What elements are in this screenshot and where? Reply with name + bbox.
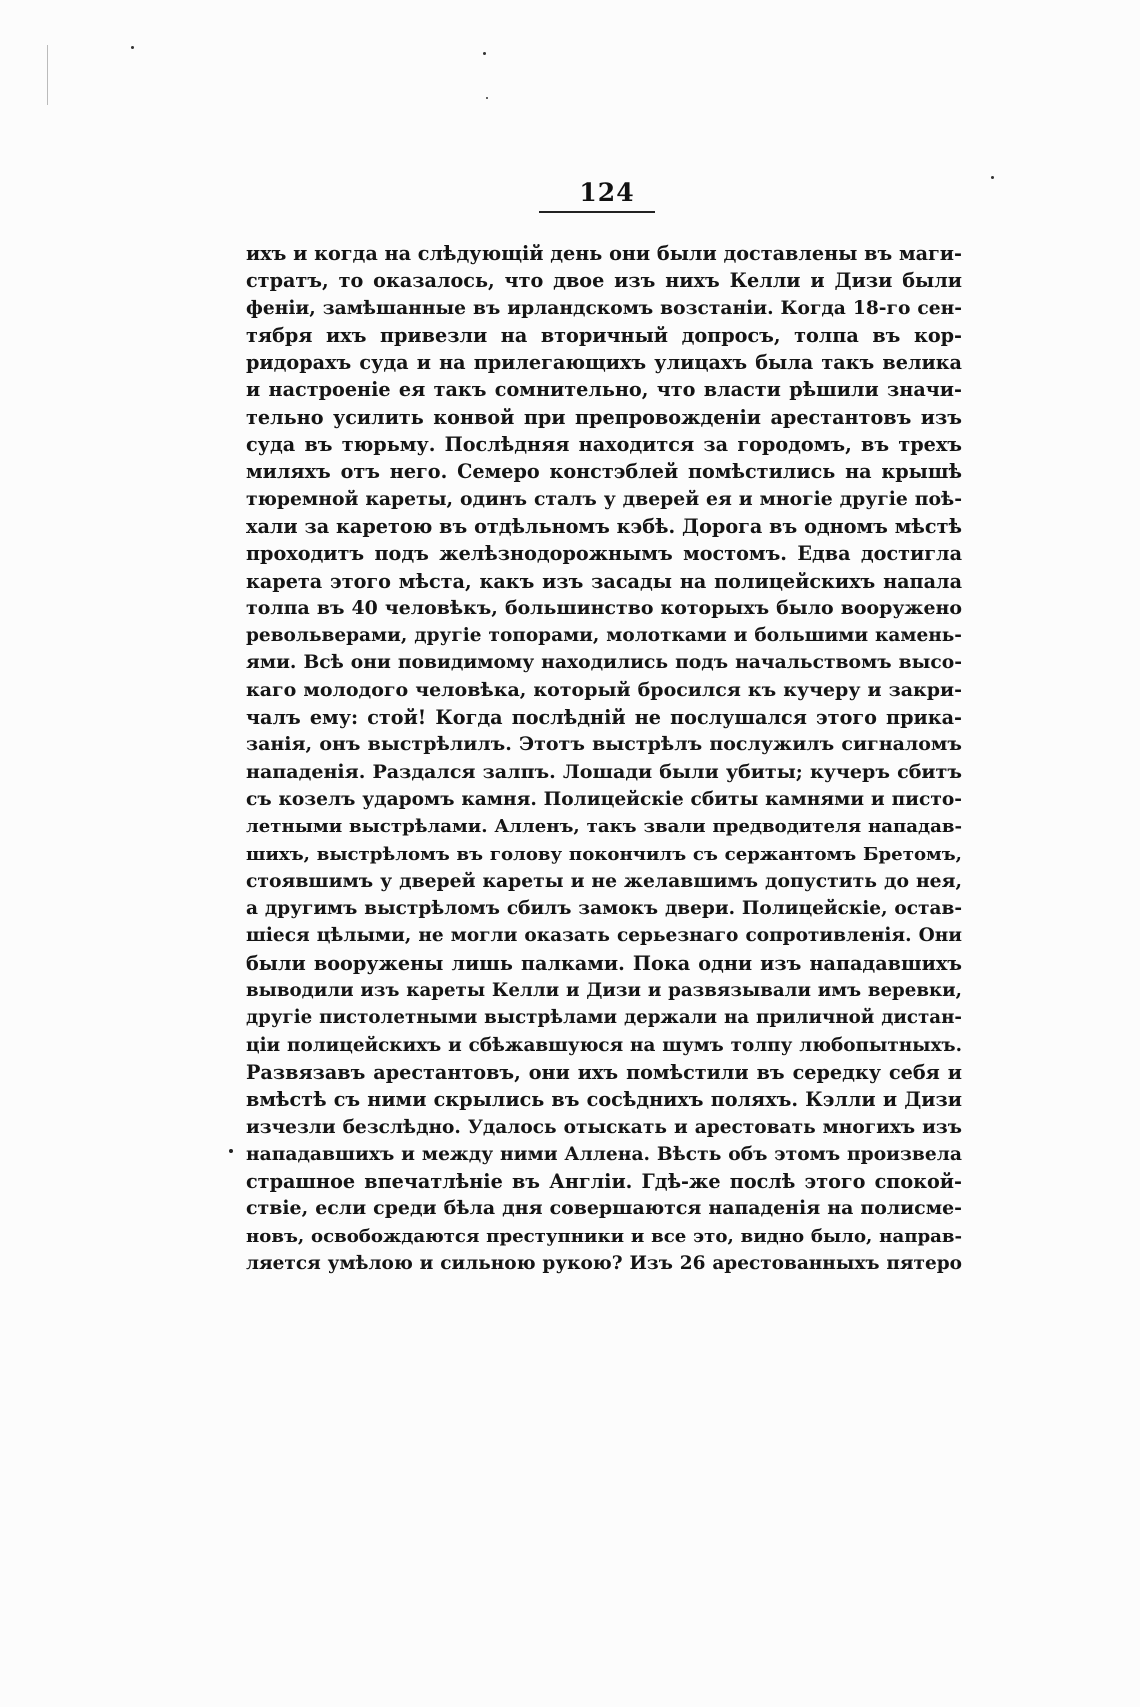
text-line: суда въ тюрьму. Послѣдняя находится за городомъ, въ трехъ	[246, 433, 962, 457]
text-line: Развязавъ арестантовъ, они ихъ помѣстили въ середку себя и	[246, 1060, 962, 1084]
scan-speck	[131, 46, 134, 49]
page-number: 124	[579, 178, 635, 207]
text-line: нападавшихъ и между ними Аллена. Вѣсть объ этомъ произвела	[246, 1142, 962, 1165]
text-line: чалъ ему: стой! Когда послѣдній не послушался этого прика-	[246, 706, 962, 730]
text-line: феніи, замѣшанные въ ирландскомъ возстаніи. Когда 18-го сен-	[246, 296, 962, 319]
text-line: каго молодого человѣка, который бросился къ кучеру и закри-	[246, 678, 962, 701]
text-line: шіеся цѣлыми, не могли оказать серьезнаго сопротивленія. Они	[246, 925, 962, 947]
text-line: ями. Всѣ они повидимому находились подъ начальствомъ высо-	[246, 651, 962, 674]
text-line: новъ, освобождаются преступники и все это, видно было, направ-	[246, 1225, 962, 1247]
text-line: страшное впечатлѣніе въ Англіи. Гдѣ-же послѣ этого спокой-	[246, 1170, 962, 1194]
text-line: ціи полицейскихъ и сбѣжавшуюся на шумъ толпу любопытныхъ.	[246, 1034, 962, 1056]
text-line: летными выстрѣлами. Алленъ, такъ звали предводителя нападав-	[246, 816, 962, 838]
margin-mark	[229, 1149, 233, 1153]
page-number-rule	[539, 211, 655, 213]
scan-speck	[47, 45, 48, 105]
text-line: стратъ, то оказалось, что двое изъ нихъ Келли и Дизи были	[246, 269, 962, 293]
text-line: ствіе, если среди бѣла дня совершаются нападенія на полисме-	[246, 1197, 962, 1220]
text-line: толпа въ 40 человѣкъ, большинство которыхъ было вооружено	[246, 596, 962, 619]
text-line: шихъ, выстрѣломъ въ голову покончилъ съ сержантомъ Бретомъ,	[246, 843, 962, 865]
text-line: нападенія. Раздался залпъ. Лошади были убиты; кучеръ сбитъ	[246, 760, 962, 783]
text-line: другіе пистолетными выстрѣлами держали на приличной дистан-	[246, 1007, 962, 1029]
text-line: ридорахъ суда и на прилегающихъ улицахъ была такъ велика	[246, 351, 962, 375]
text-line: были вооружены лишь палками. Пока одни изъ нападавшихъ	[246, 951, 962, 975]
text-line: вмѣстѣ съ ними скрылись въ сосѣднихъ поляхъ. Кэлли и Дизи	[246, 1088, 962, 1112]
scan-speck	[991, 176, 994, 179]
text-line: хали за каретою въ отдѣльномъ кэбѣ. Дорога въ одномъ мѣстѣ	[246, 514, 962, 538]
text-line: ляется умѣлою и сильною рукою? Изъ 26 арестованныхъ пятеро	[246, 1252, 962, 1274]
text-line: стоявшимъ у дверей кареты и не желавшимъ допустить до нея,	[246, 869, 962, 892]
text-line: тюремной кареты, одинъ сталъ у дверей ея и многіе другіе поѣ-	[246, 487, 962, 510]
text-line: карета этого мѣста, какъ изъ засады на полицейскихъ напала	[246, 569, 962, 593]
text-line: миляхъ отъ него. Семеро констэблей помѣстились на крышѣ	[246, 460, 962, 484]
text-line: выводили изъ кареты Келли и Дизи и развязывали имъ веревки,	[246, 980, 962, 1002]
text-line: револьверами, другіе топорами, молотками и большими камень-	[246, 625, 962, 647]
text-line: и настроеніе ея такъ сомнительно, что власти рѣшили значи-	[246, 378, 962, 402]
text-line: съ козелъ ударомъ камня. Полицейскіе сбиты камнями и писто-	[246, 788, 962, 810]
text-line: тября ихъ привезли на вторичный допросъ, толпа въ кор-	[246, 323, 962, 347]
scan-speck	[483, 52, 486, 55]
text-line: занія, онъ выстрѣлилъ. Этотъ выстрѣлъ послужилъ сигналомъ	[246, 733, 962, 756]
text-line: а другимъ выстрѣломъ сбилъ замокъ двери. Полицейскіе, остав-	[246, 898, 962, 920]
text-line: тельно усилить конвой при препровожденіи арестантовъ изъ	[246, 405, 962, 429]
scan-speck	[486, 97, 488, 99]
text-line: проходитъ подъ желѣзнодорожнымъ мостомъ. Едва достигла	[246, 542, 962, 566]
text-line: ихъ и когда на слѣдующій день они были доставлены въ маги-	[246, 242, 962, 265]
text-line: изчезли безслѣдно. Удалось отыскать и арестовать многихъ изъ	[246, 1116, 962, 1138]
body-text	[246, 240, 962, 1277]
